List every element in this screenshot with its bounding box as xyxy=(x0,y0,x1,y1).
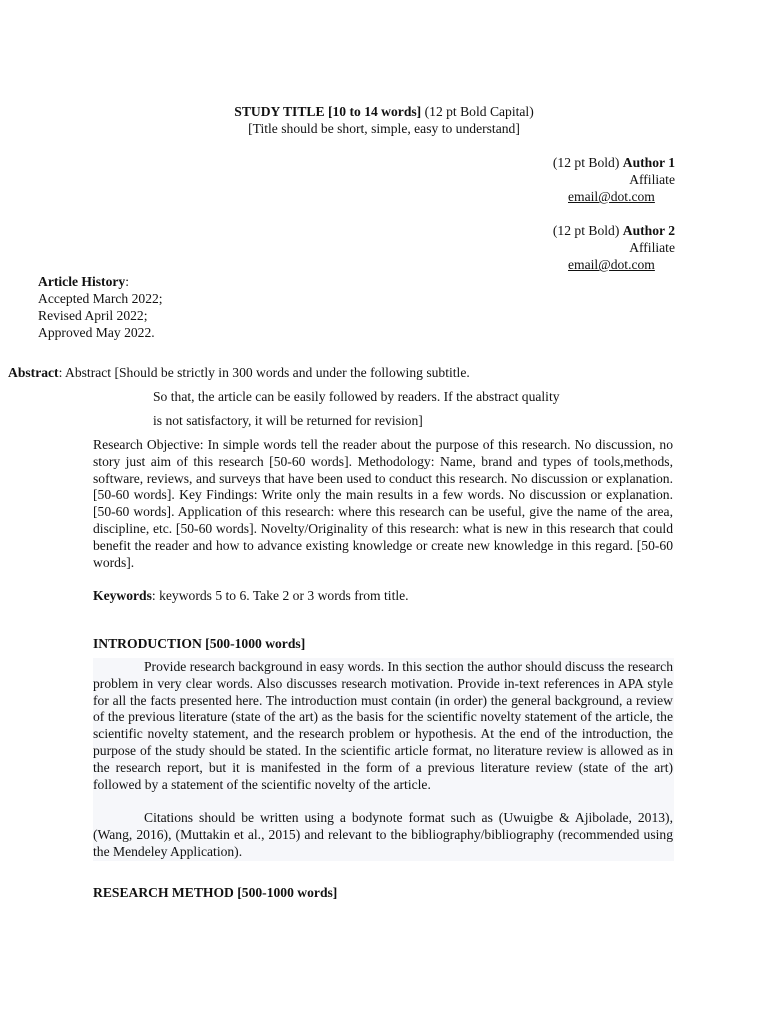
keywords-text: : keywords 5 to 6. Take 2 or 3 words from title. xyxy=(151,588,409,603)
history-heading xyxy=(38,274,129,290)
abstract-line-1-text: : Abstract [Should be strictly in 300 words and under the following subtitle. xyxy=(58,365,470,380)
author-2-line xyxy=(553,223,675,239)
author-2-name: Author 2 xyxy=(622,223,675,238)
history-revised: Revised April 2022; xyxy=(38,308,148,323)
introduction-para-2: Citations should be written using a bodynote format such as (Uwuigbe & Ajibolade, 2013), (Wang, 2016), (Muttakin et al., 2015) and relevant to the bibliography/bibliography (recommended using the Mendeley Application). xyxy=(93,810,673,859)
introduction-heading-text: INTRODUCTION [500-1000 words] xyxy=(93,636,306,651)
keywords-line xyxy=(93,588,409,604)
abstract-label: Abstract xyxy=(8,365,59,380)
history-heading-text: Article History xyxy=(38,274,126,289)
author-1-affiliation: Affiliate xyxy=(629,172,675,187)
author-1-size-note: (12 pt Bold) xyxy=(552,155,623,170)
introduction-para-1: Provide research background in easy words. In this section the author should discuss the research problem in very clear words. Also discusses research motivation. Provide in-text references in APA style for all the facts presented here. The introduction must contain (in order) the general background, a review of the previous literature (state of the art) as the basis for the scientific novelty statement of the article, the scientific novelty statement, and the research problem or hypothesis. At the end of the introduction, the purpose of the study should be stated. In the scientific article format, no literature review is allowed as in the research report, but it is manifested in the form of a previous literature review (state of the art) followed by a statement of the scientific novelty of the article. xyxy=(93,659,673,792)
history-accepted: Accepted March 2022; xyxy=(38,291,163,306)
author-2-email[interactable] xyxy=(568,257,655,273)
abstract-line-1 xyxy=(8,365,470,381)
author-2-affiliation: Affiliate xyxy=(629,240,675,255)
study-title-note: (12 pt Bold Capital) xyxy=(421,104,534,119)
research-method-heading xyxy=(93,885,337,901)
author-1-email[interactable] xyxy=(568,189,655,205)
author-2-size-note: (12 pt Bold) xyxy=(552,223,623,238)
author-2-email-text[interactable]: email@dot.com xyxy=(568,257,655,272)
history-colon: : xyxy=(125,274,129,289)
abstract-body: Research Objective: In simple words tell the reader about the purpose of this research. No discussion, no story just aim of this research [50-60 words]. Methodology: Name, brand and types of tools,methods, software, reviews, and surveys that have been used to conduct this research. No discussion or explanation. [50-60 words]. Key Findings: Write only the main results in a few words. No discussion or explanation. [50-60 words]. Application of this research: where this research can be useful, give the name of the area, discipline, etc. [50-60 words]. Novelty/Originality of this research: what is new in this research that could benefit the reader and how to advance existing knowledge or create new knowledge in this regard. [50-60 words]. xyxy=(93,437,673,570)
introduction-heading xyxy=(93,636,305,652)
study-subtitle: [Title should be short, simple, easy to understand] xyxy=(248,121,520,136)
keywords-label: Keywords xyxy=(93,588,152,603)
study-title xyxy=(0,104,768,120)
study-title-bold: STUDY TITLE [10 to 14 words] xyxy=(234,104,422,119)
history-approved: Approved May 2022. xyxy=(38,325,155,340)
abstract-line-2: So that, the article can be easily followed by readers. If the abstract quality xyxy=(153,389,560,404)
author-1-name: Author 1 xyxy=(622,155,675,170)
research-method-heading-text: RESEARCH METHOD [500-1000 words] xyxy=(93,885,338,900)
abstract-line-3: is not satisfactory, it will be returned for revision] xyxy=(153,413,423,428)
author-1-line xyxy=(553,155,675,171)
author-1-email-text[interactable]: email@dot.com xyxy=(568,189,655,204)
